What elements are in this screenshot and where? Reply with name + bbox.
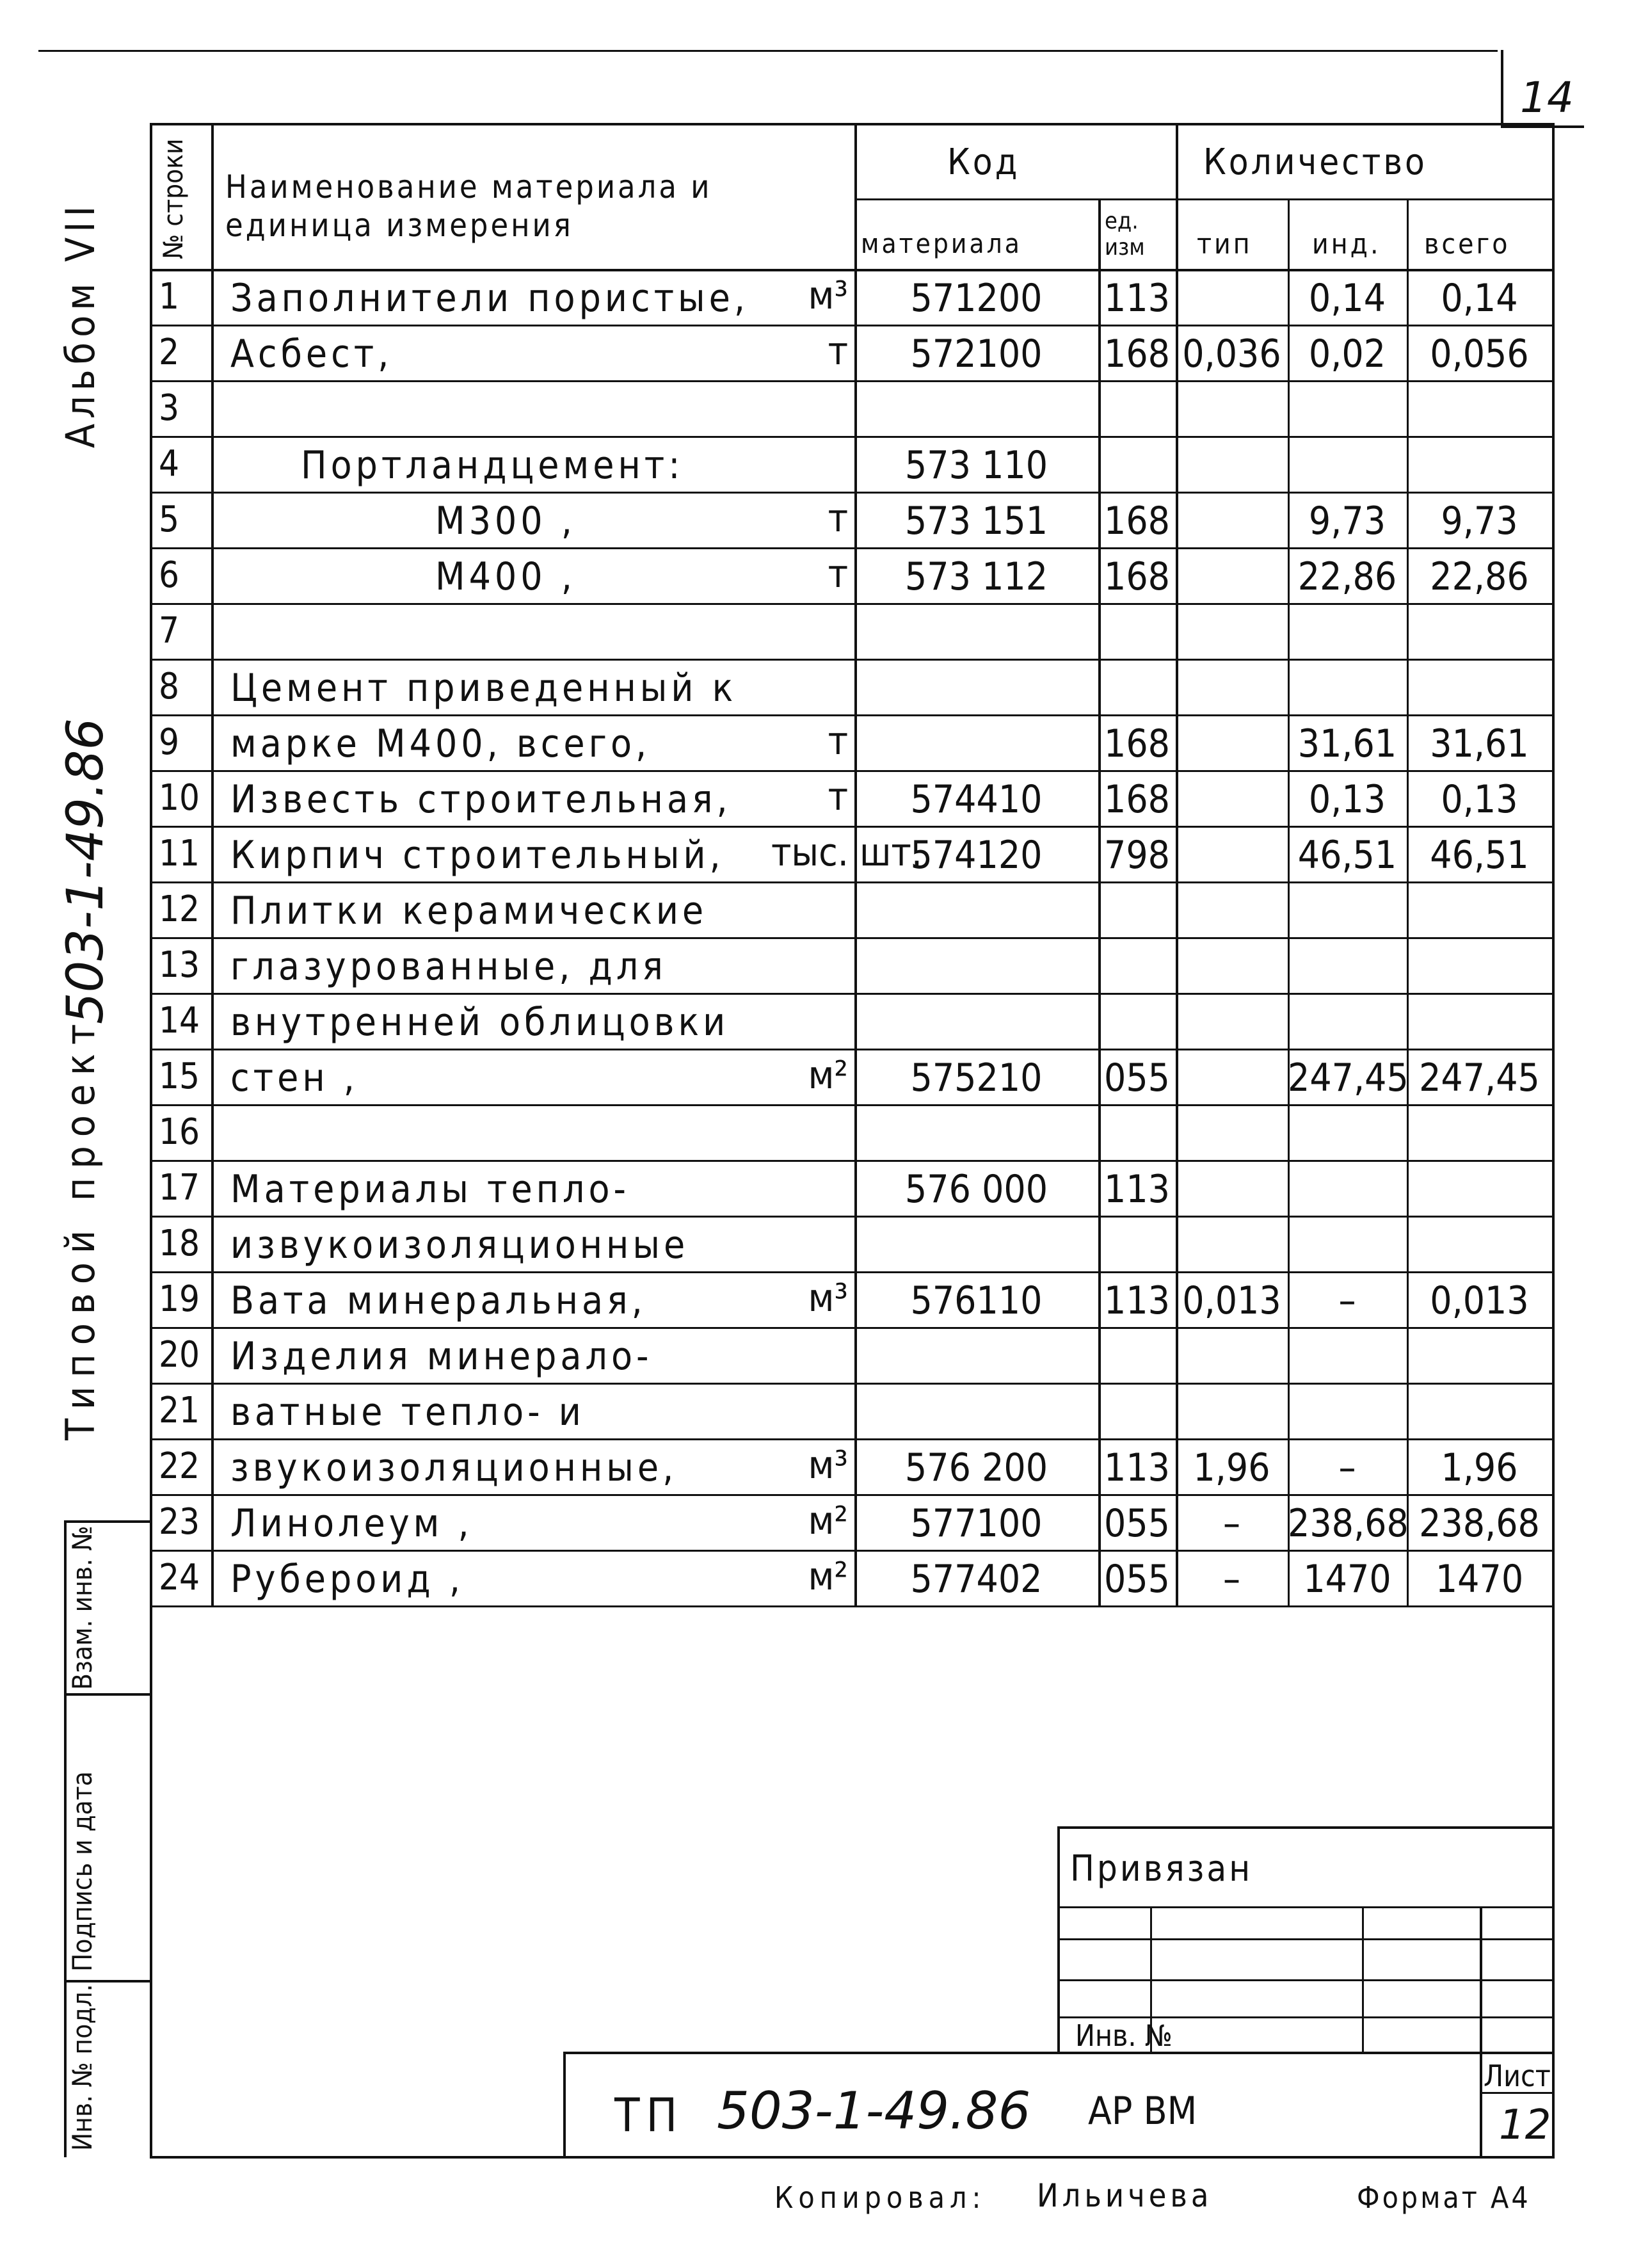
- row-number: 8: [159, 666, 180, 707]
- quantity-total: 46,51: [1430, 833, 1529, 878]
- header-row-number: № строки: [157, 138, 189, 259]
- row-line: [150, 325, 1555, 326]
- project-code-label: 503-1-49.86: [57, 718, 115, 1024]
- row-line: [150, 714, 1555, 716]
- material-name: Изделия минерало-: [230, 1334, 653, 1379]
- row-line: [150, 937, 1555, 939]
- unit-code: 113: [1103, 276, 1170, 321]
- sheet-label: Лист: [1484, 2059, 1551, 2093]
- top-trim-line: [38, 50, 1498, 52]
- material-unit: м³: [808, 273, 848, 318]
- header-quantity: Количество: [1203, 141, 1427, 183]
- stamp-divider-1: [64, 1693, 150, 1696]
- quantity-ind: 238,68: [1288, 1501, 1409, 1546]
- material-name: марке М400, всего,: [230, 721, 651, 766]
- unit-code: 168: [1103, 332, 1170, 376]
- quantity-total: 1470: [1435, 1557, 1524, 1602]
- row-line: [150, 881, 1555, 883]
- quantity-type: –: [1223, 1557, 1240, 1602]
- row-line: [150, 492, 1555, 494]
- bound-label: Привязан: [1070, 1848, 1253, 1890]
- row-number: 9: [159, 721, 180, 763]
- header-code-material: материала: [861, 228, 1022, 259]
- row-number: 11: [159, 833, 200, 874]
- material-name: Вата минеральная,: [230, 1278, 646, 1323]
- quantity-ind: 1470: [1303, 1557, 1391, 1602]
- unit-code: 055: [1103, 1557, 1170, 1602]
- header-code-unit: ед. изм: [1105, 208, 1145, 261]
- album-label: Альбом VII: [57, 200, 104, 448]
- row-line: [150, 770, 1555, 772]
- material-code: 571200: [910, 276, 1043, 321]
- row-number: 23: [159, 1501, 200, 1543]
- row-line: [150, 1327, 1555, 1329]
- material-unit: т: [828, 496, 848, 541]
- bound-block-row-3: [1057, 1979, 1555, 1981]
- table-top-line: [150, 123, 1555, 125]
- material-code: 577100: [910, 1501, 1043, 1546]
- quantity-total: 0,14: [1441, 276, 1518, 321]
- material-name: извукоизоляционные: [230, 1223, 689, 1267]
- material-name: стен ,: [230, 1056, 358, 1100]
- stamp-label-signature-date: Подпись и дата: [67, 1771, 98, 1972]
- stamp-strip-top-line: [64, 1520, 150, 1523]
- row-number: 12: [159, 889, 200, 930]
- copied-label: Копировал:: [774, 2180, 986, 2215]
- quantity-ind: –: [1338, 1445, 1356, 1490]
- row-number: 2: [159, 332, 180, 373]
- quantity-ind: 9,73: [1308, 499, 1386, 543]
- material-unit: т: [828, 719, 848, 764]
- quantity-total: 247,45: [1419, 1056, 1540, 1100]
- row-number: 20: [159, 1334, 200, 1376]
- page-number-corner: 14: [1520, 73, 1574, 122]
- quantity-total: 0,013: [1430, 1278, 1529, 1323]
- frame-bottom-line: [150, 2156, 1555, 2159]
- row-line: [150, 1494, 1555, 1496]
- stamp-divider-2: [64, 1980, 150, 1982]
- row-number: 4: [159, 443, 180, 485]
- material-name: Цемент приведенный к: [230, 666, 737, 711]
- quantity-ind: 31,61: [1297, 721, 1397, 766]
- material-unit: т: [828, 775, 848, 819]
- material-name: Асбест,: [230, 332, 393, 376]
- material-name: Кирпич строительный,: [230, 833, 724, 878]
- row-number: 22: [159, 1445, 200, 1487]
- material-name: внутренней облицовки: [230, 1000, 730, 1045]
- doc-number: 503-1-49.86: [717, 2081, 1031, 2141]
- doc-prefix: ТП: [614, 2088, 684, 2142]
- stamp-label-original-inv: Инв. № подл.: [67, 1984, 98, 2151]
- header-quantity-total: всего: [1424, 228, 1510, 261]
- row-number: 13: [159, 944, 200, 986]
- row-number: 21: [159, 1390, 200, 1431]
- material-code: 573 110: [904, 443, 1048, 488]
- material-code: 576 000: [904, 1167, 1048, 1212]
- inv-number-label: Инв. №: [1075, 2018, 1173, 2053]
- material-code: 576110: [910, 1278, 1043, 1323]
- quantity-type: 1,96: [1193, 1445, 1270, 1490]
- col-line-type: [1288, 198, 1290, 1605]
- bound-block-top-line: [1057, 1826, 1555, 1829]
- quantity-total: 0,13: [1441, 777, 1518, 822]
- quantity-ind: 0,02: [1308, 332, 1386, 376]
- material-name: Материалы тепло-: [230, 1167, 630, 1212]
- material-code: 572100: [910, 332, 1043, 376]
- frame-left-line: [150, 123, 152, 2157]
- unit-code: 168: [1103, 777, 1170, 822]
- material-name: Портландцемент:: [301, 443, 684, 488]
- row-line: [150, 1383, 1555, 1385]
- header-material-name: Наименование материала и единица измерения: [225, 168, 712, 244]
- header-bottom-line: [150, 269, 1555, 271]
- quantity-total: 22,86: [1430, 554, 1529, 599]
- material-unit: тыс. шт.: [771, 830, 922, 875]
- row-number: 16: [159, 1111, 200, 1153]
- quantity-ind: 22,86: [1297, 554, 1397, 599]
- copied-name: Ильичева: [1037, 2177, 1213, 2214]
- row-number: 6: [159, 554, 180, 596]
- unit-code: 055: [1103, 1501, 1170, 1546]
- title-block-top-line: [563, 2052, 1555, 2054]
- material-unit: м³: [808, 1276, 848, 1321]
- col-line-ind: [1407, 198, 1409, 1605]
- row-number: 18: [159, 1223, 200, 1264]
- material-code: 573 151: [904, 499, 1048, 543]
- row-line: [150, 1438, 1555, 1440]
- material-name: М300 ,: [435, 499, 576, 543]
- doc-mark: АР ВМ: [1088, 2089, 1197, 2134]
- material-code: 577402: [910, 1557, 1043, 1602]
- header-quantity-ind: инд.: [1312, 228, 1381, 261]
- material-name: Заполнители пористые,: [230, 276, 749, 321]
- row-number: 5: [159, 499, 180, 540]
- quantity-total: 31,61: [1430, 721, 1529, 766]
- unit-code: 168: [1103, 554, 1170, 599]
- unit-code: 168: [1103, 499, 1170, 543]
- unit-code: 113: [1103, 1445, 1170, 1490]
- quantity-total: 238,68: [1419, 1501, 1540, 1546]
- quantity-ind: 247,45: [1288, 1056, 1409, 1100]
- row-number: 24: [159, 1557, 200, 1598]
- material-unit: м²: [808, 1499, 848, 1543]
- row-line: [150, 380, 1555, 382]
- material-name: глазурованные, для: [230, 944, 667, 989]
- quantity-ind: –: [1338, 1278, 1356, 1323]
- material-unit: м²: [808, 1053, 848, 1098]
- row-line: [150, 1160, 1555, 1162]
- row-line: [150, 1049, 1555, 1050]
- material-code: 574410: [910, 777, 1043, 822]
- corner-box-bottom-line: [1501, 125, 1584, 128]
- bound-block-row-2: [1057, 1938, 1555, 1940]
- title-block-left-line: [563, 2052, 566, 2157]
- format-label: Формат А4: [1357, 2180, 1531, 2215]
- material-unit: т: [828, 552, 848, 597]
- material-name: Линолеум ,: [230, 1501, 473, 1546]
- row-number: 7: [159, 610, 180, 652]
- row-line: [150, 436, 1555, 438]
- row-number: 19: [159, 1278, 200, 1320]
- bound-block-col-3: [1480, 1906, 1482, 2156]
- material-code: 575210: [910, 1056, 1043, 1100]
- sheet-number: 12: [1499, 2102, 1551, 2149]
- unit-code: 168: [1103, 721, 1170, 766]
- row-number: 3: [159, 387, 180, 429]
- material-unit: т: [828, 329, 848, 374]
- col-line-code: [1098, 198, 1101, 1605]
- material-name: Известь строительная,: [230, 777, 732, 822]
- material-code: 576 200: [904, 1445, 1048, 1490]
- header-code: Код: [947, 141, 1020, 183]
- quantity-type: 0,036: [1182, 332, 1281, 376]
- unit-code: 113: [1103, 1278, 1170, 1323]
- row-number: 15: [159, 1056, 200, 1097]
- stamp-label-replaced-inv: Взам. инв. №: [67, 1525, 98, 1690]
- header-mid-line: [854, 198, 1555, 200]
- quantity-total: 0,056: [1430, 332, 1529, 376]
- row-line: [150, 1104, 1555, 1106]
- corner-box-left-line: [1501, 50, 1503, 127]
- row-line: [150, 1550, 1555, 1552]
- material-name: ватные тепло- и: [230, 1390, 585, 1435]
- quantity-total: 1,96: [1441, 1445, 1518, 1490]
- material-unit: м²: [808, 1554, 848, 1599]
- row-line: [150, 547, 1555, 549]
- row-line: [150, 826, 1555, 828]
- quantity-ind: 0,13: [1308, 777, 1386, 822]
- quantity-ind: 46,51: [1297, 833, 1397, 878]
- col-line-rownum: [211, 123, 214, 1605]
- material-code: 573 112: [904, 554, 1048, 599]
- material-name: Рубероид ,: [230, 1557, 464, 1602]
- row-line: [150, 993, 1555, 995]
- row-number: 17: [159, 1167, 200, 1209]
- unit-code: 055: [1103, 1056, 1170, 1100]
- quantity-type: 0,013: [1182, 1278, 1281, 1323]
- material-name: М400 ,: [435, 554, 576, 599]
- row-line: [150, 659, 1555, 661]
- material-unit: м³: [808, 1443, 848, 1488]
- row-line: [150, 1216, 1555, 1218]
- row-line: [150, 1271, 1555, 1273]
- row-number: 10: [159, 777, 200, 819]
- quantity-type: –: [1223, 1501, 1240, 1546]
- frame-right-line: [1552, 123, 1555, 2157]
- header-quantity-type: тип: [1197, 228, 1253, 261]
- material-code: 574120: [910, 833, 1043, 878]
- row-line: [150, 1605, 1555, 1607]
- material-name: звукоизоляционные,: [230, 1445, 678, 1490]
- bound-block-row-1: [1057, 1906, 1555, 1908]
- unit-code: 113: [1103, 1167, 1170, 1212]
- unit-code: 798: [1103, 833, 1170, 878]
- row-number: 14: [159, 1000, 200, 1042]
- row-line: [150, 603, 1555, 605]
- quantity-total: 9,73: [1441, 499, 1518, 543]
- material-name: Плитки керамические: [230, 889, 708, 933]
- row-number: 1: [159, 276, 180, 318]
- quantity-ind: 0,14: [1308, 276, 1386, 321]
- project-label: Типовой проект: [57, 1015, 104, 1440]
